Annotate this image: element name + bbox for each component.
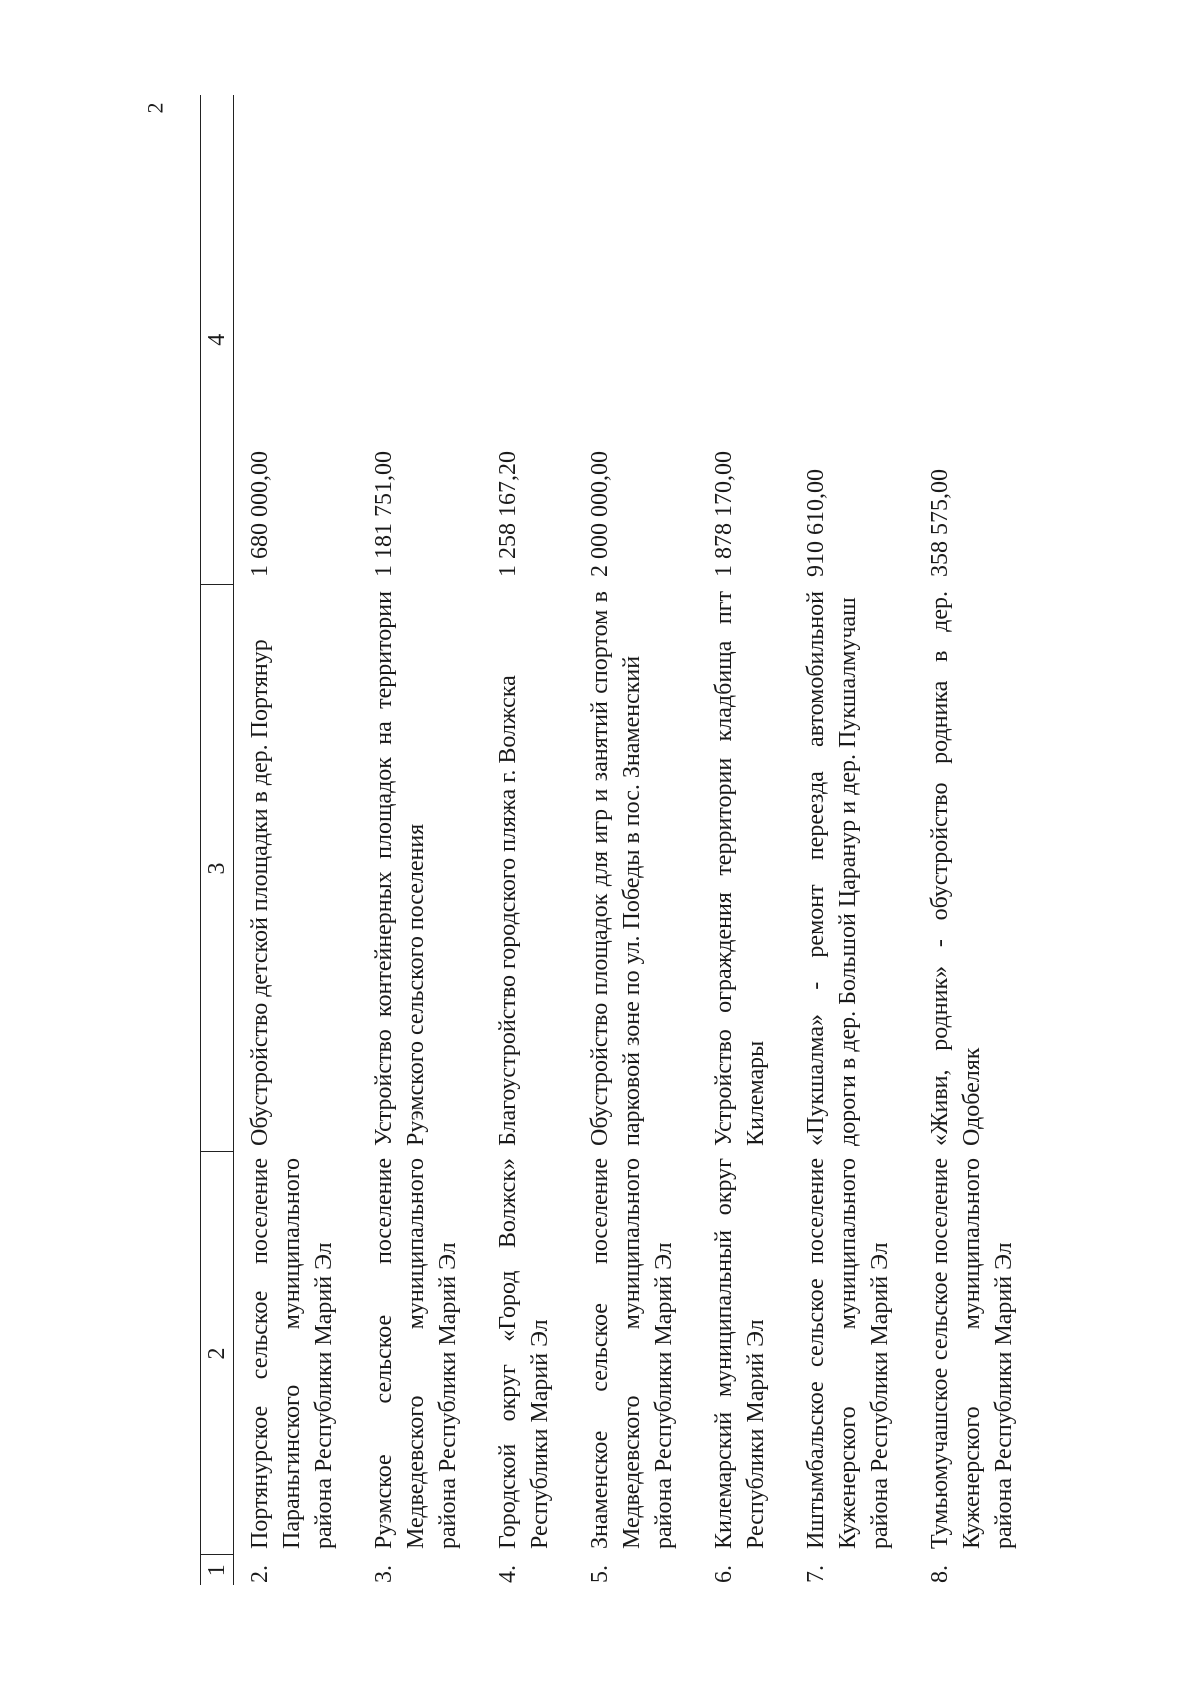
table-row — [234, 95, 359, 1585]
municipality-cell: Килемарский муниципальный округ Республики Марий Эл — [711, 1158, 769, 1549]
municipality-cell: Тумьюмучашское сельское поселение Куженерского муниципального района Республики Марий Эл — [927, 1158, 1017, 1549]
row-number: 8. — [927, 1565, 953, 1583]
municipality-cell: Руэмское сельское поселение Медведевского муниципального района Республики Марий Эл — [371, 1158, 461, 1549]
table-header-row — [201, 95, 234, 1585]
rotated-document — [200, 95, 1100, 1585]
page-number: 2 — [142, 102, 168, 114]
table-row — [358, 95, 482, 1585]
row-number: 7. — [803, 1565, 829, 1583]
amount-cell: 2 000 000,00 — [587, 451, 613, 577]
row-number: 3. — [371, 1565, 397, 1583]
project-cell: Устройство ограждения территории кладбища пгт Килемары — [711, 591, 769, 1146]
municipality-cell: Городской округ «Город Волжск» Республики Марий Эл — [495, 1158, 553, 1549]
column-header: 4 — [201, 95, 234, 585]
column-header: 1 — [201, 1555, 234, 1585]
municipality-cell: Знаменское сельское поселение Медведевского муниципального района Республики Марий Эл — [587, 1158, 677, 1549]
project-cell: Обустройство детской площадки в дер. Портянур — [247, 639, 273, 1146]
amount-cell: 1 680 000,00 — [247, 451, 273, 577]
column-header: 3 — [201, 585, 234, 1152]
table-row — [790, 95, 914, 1585]
table-row — [482, 95, 574, 1585]
funding-table — [200, 95, 1038, 1585]
row-number: 6. — [711, 1565, 737, 1583]
table-row — [914, 95, 1038, 1585]
project-cell: Обустройство площадок для игр и занятий спортом в парковой зоне по ул. Победы в пос. Знаменский — [587, 591, 645, 1146]
amount-cell: 1 258 167,20 — [495, 451, 521, 577]
project-cell: Благоустройство городского пляжа г. Волжска — [495, 675, 521, 1146]
project-cell: Устройство контейнерных площадок на территории Руэмского сельского поселения — [371, 591, 429, 1146]
amount-cell: 1 181 751,00 — [371, 451, 397, 577]
row-number: 5. — [587, 1565, 613, 1583]
municipality-cell: Иштымбальское сельское поселение Куженерского муниципального района Республики Марий Эл — [803, 1158, 893, 1549]
municipality-cell: Портянурское сельское поселение Параньгинского муниципального района Республики Марий Эл — [247, 1158, 337, 1549]
amount-cell: 910 610,00 — [803, 469, 829, 577]
table-row — [574, 95, 698, 1585]
row-number: 2. — [247, 1565, 273, 1583]
project-cell: «Живи, родник» - обустройство родника в дер. Одобеляк — [927, 591, 985, 1146]
project-cell: «Пукшалма» - ремонт переезда автомобильной дороги в дер. Большой Царанур и дер. Пукшалмучаш — [803, 591, 861, 1146]
table-row — [698, 95, 790, 1585]
row-number: 4. — [495, 1565, 521, 1583]
column-header: 2 — [201, 1152, 234, 1555]
amount-cell: 1 878 170,00 — [711, 451, 737, 577]
amount-cell: 358 575,00 — [927, 469, 953, 577]
